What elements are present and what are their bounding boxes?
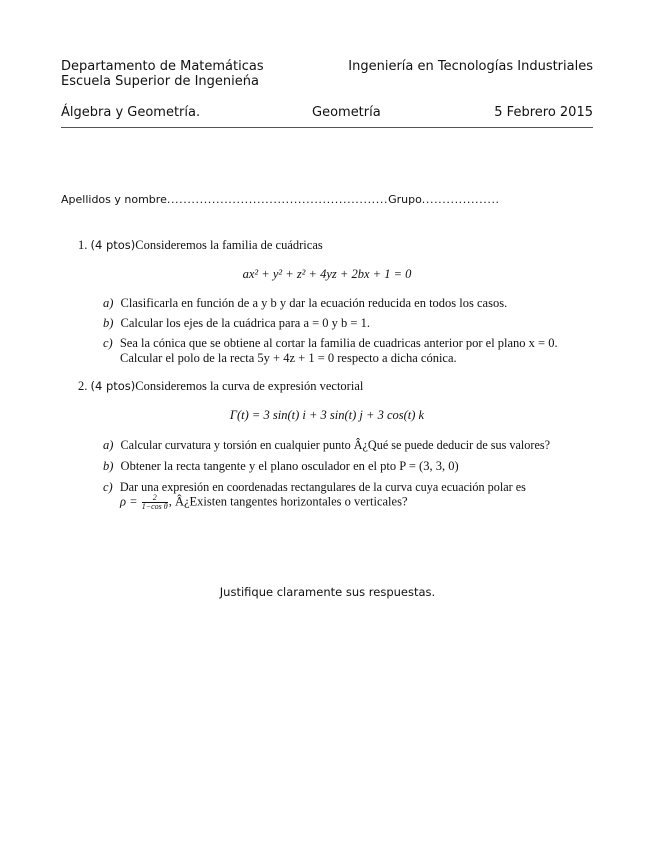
exam-date: 5 Febrero 2015: [494, 105, 593, 120]
problem-2-item-c-line2: [120, 494, 408, 511]
item-text-tail: , Â¿Existen tangentes horizontales o verticales?: [168, 494, 408, 509]
problem-1-item-b: [103, 316, 370, 331]
footer-note: Justifique claramente sus respuestas.: [219, 585, 436, 599]
problem-2-item-c: [103, 480, 526, 495]
rho-expr: ρ =: [120, 494, 138, 509]
item-label: a): [103, 296, 114, 310]
problem-1-intro: [78, 238, 323, 253]
item-text: Obtener la recta tangente y el plano osculador en el pto P = (3, 3, 0): [120, 459, 459, 473]
problem-2-item-a: [103, 438, 550, 453]
item-text: Calcular los ejes de la cuádrica para a = 0 y b = 1.: [120, 316, 370, 330]
frac-num: 2: [142, 494, 168, 503]
problem-2-points: (4 ptos): [90, 379, 136, 393]
school: Escuela Superior de Ingenieńa: [61, 74, 259, 89]
problem-2-item-b: [103, 459, 459, 474]
item-label: a): [103, 438, 114, 452]
problem-1-item-a: [103, 296, 507, 311]
problem-2-equation: Γ(t) = 3 sin(t) i + 3 sin(t) j + 3 cos(t) k: [229, 408, 425, 422]
problem-1-number: 1.: [78, 238, 88, 252]
topic: Geometría: [312, 105, 381, 120]
item-text: Sea la cónica que se obtiene al cortar la familia de cuadricas anterior por el plano x = 0.: [119, 336, 558, 350]
item-label: b): [103, 316, 114, 330]
problem-1-equation: ax² + y² + z² + 4yz + 2bx + 1 = 0: [242, 267, 412, 281]
item-label: b): [103, 459, 114, 473]
item-label: c): [103, 480, 113, 494]
problem-1-points: (4 ptos): [90, 238, 136, 252]
group-label: Grupo: [388, 193, 422, 206]
rho-fraction: [142, 494, 168, 511]
name-label: Apellidos y nombre: [61, 193, 167, 206]
department: Departamento de Matemáticas: [61, 59, 264, 74]
problem-1-item-c: [103, 336, 558, 351]
problem-1-text: Consideremos la familia de cuádricas: [135, 238, 323, 252]
frac-den: 1−cos θ: [141, 502, 168, 511]
problem-2-text: Consideremos la curva de expresión vectorial: [135, 379, 364, 393]
header-rule: [61, 127, 593, 128]
name-dots: ......................................................: [166, 193, 389, 206]
problem-2-number: 2.: [78, 379, 88, 393]
name-field: [61, 193, 500, 206]
item-label: c): [103, 336, 113, 350]
degree: Ingeniería en Tecnologías Industriales: [348, 59, 593, 74]
group-dots: ...................: [421, 193, 500, 206]
item-text: Calcular curvatura y torsión en cualquier punto Â¿Qué se puede deducir de sus valores?: [120, 438, 551, 452]
problem-2-intro: [78, 379, 363, 394]
item-text: Clasificarla en función de a y b y dar la ecuación reducida en todos los casos.: [120, 296, 508, 310]
course-title: Álgebra y Geometría.: [61, 105, 201, 120]
problem-1-item-c-line2: Calcular el polo de la recta 5y + 4z + 1 = 0 respecto a dicha cónica.: [120, 351, 457, 365]
item-text: Dar una expresión en coordenadas rectangulares de la curva cuya ecuación polar es: [119, 480, 526, 494]
